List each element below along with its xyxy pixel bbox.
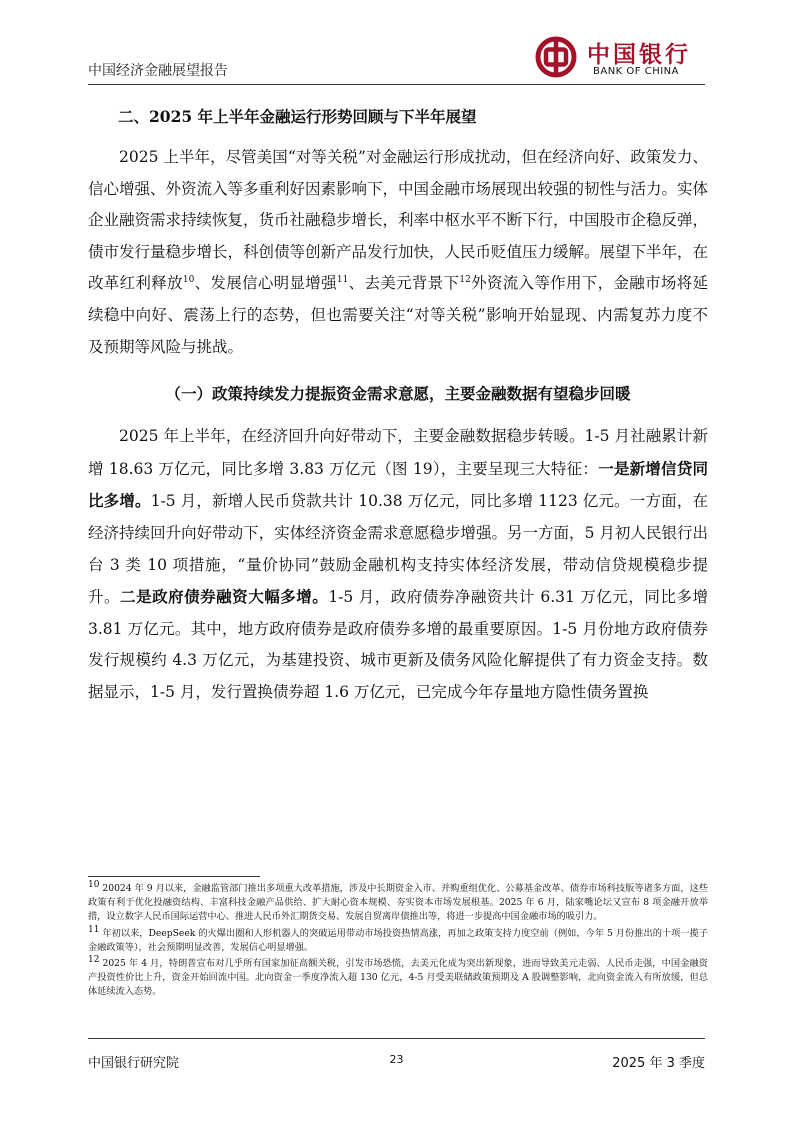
highlight-point-two: 二是政府债券融资大幅多增。	[120, 587, 329, 607]
footnote-number: 11	[88, 924, 100, 935]
para-text: 1-5 月，新增人民币贷款共计 10.38 万亿元，同比多增 1123 亿元。一方面，在经济持续回升向好带动下，实体经济资金需求意愿稳步增强。另一方面，5 月初人民银行出台 3 类 10 项措施，“量价协同”鼓励金融机构支持实体经济发展，带动信贷规模稳步提升。	[88, 492, 708, 607]
para-text: 、去美元背景下	[348, 274, 460, 293]
footnote-text: 年初以来，DeepSeek 的火爆出圈和人形机器人的突破运用带动市场投资热情高涨，再加之政策支持力度空前（例如，今年 5 月份推出的十项一揽子金融政策等），社会预期明显改善，发展信心明显增强。	[88, 927, 708, 953]
footnote-divider	[88, 876, 260, 877]
footnotes	[88, 879, 708, 1002]
logo-chinese-name: 中国银行	[587, 41, 691, 68]
report-title: 中国经济金融展望报告	[88, 63, 228, 79]
subsection-heading: （一）政策持续发力提振资金需求意愿，主要金融数据有望稳步回暖	[165, 384, 631, 404]
footnote-10	[88, 879, 708, 925]
footer-period: 2025 年 3 季度	[612, 1056, 705, 1071]
footnote-number: 12	[88, 954, 100, 965]
para-text: 、发展信心明显增强	[194, 274, 337, 293]
subsection-paragraph	[88, 421, 708, 708]
bank-logo	[535, 34, 705, 82]
footnote-ref-10[interactable]: 10	[182, 275, 195, 286]
highlight-point-one: 一是新增信贷同比多增。	[88, 458, 708, 511]
footnote-number: 10	[88, 879, 100, 890]
section-heading: 二、2025 年上半年金融运行形势回顾与下半年展望	[118, 107, 477, 126]
para-text: 1-5 月，政府债券净融资共计 6.31 万亿元，同比多增 3.81 万亿元。其中，地方政府债券是政府债券多增的最重要原因。1-5 月份地方政府债券发行规模约 4.3 万亿元，为基建投资、城市更新及债务风险化解提供了有力资金支持。数据显示，1-5 月，发行置换债券超 1.6 万亿元，已完成今年存量地方隐性债务置换	[88, 588, 708, 701]
boc-emblem-icon	[535, 36, 577, 78]
footnote-12	[88, 954, 708, 1000]
para-text: 2025 年上半年，在经济回升向好带动下，主要金融数据稳步转暖。1-5 月社融累计新增 18.63 万亿元，同比多增 3.83 万亿元（图 19），主要呈现三大特征：	[88, 427, 708, 478]
footnote-ref-11[interactable]: 11	[336, 275, 349, 286]
logo-english-name: BANK OF CHINA	[593, 66, 679, 77]
footer-institution: 中国银行研究院	[88, 1056, 180, 1071]
para-text: 2025 上半年，尽管美国“对等关税”对金融运行形成扰动，但在经济向好、政策发力、信心增强、外资流入等多重利好因素影响下，中国金融市场展现出较强的韧性与活力。实体企业融资需求持续恢复，货币社融稳步增长，利率中枢水平不断下行，中国股市企稳反弹，债市发行量稳步增长，科创债等创新产品发行加快，人民币贬值压力缓解。展望下半年，在改革红利释放	[88, 148, 709, 293]
main-content	[88, 100, 708, 709]
footer-divider	[88, 1038, 705, 1039]
header-divider	[88, 84, 705, 85]
footnote-11	[88, 924, 708, 955]
footnote-ref-12[interactable]: 12	[459, 275, 471, 286]
page-number: 23	[389, 1053, 404, 1066]
section-intro-paragraph	[88, 142, 708, 363]
footnote-text: 20024 年 9 月以来，金融监管部门推出多项重大改革措施，涉及中长期资金入市、并购重组优化、公募基金改革、债券市场科技版等诸多方面，这些政策有利于优化投融资结构、丰富科技金融产品供给、扩大耐心资本规模、夯实资本市场发展根基。2025 年 6 月，陆家嘴论坛又宣布 8 项金融开放举措，设立数字人民币国际运营中心、推进人民币外汇期货交易、发展自贸离岸债推出等，将进一步提高中国金融市场的吸引力。	[88, 883, 708, 923]
para-text: 外资流入等作用下，金融市场将延续稳中向好、震荡上行的态势，但也需要关注“对等关税”影响开始显现、内需复苏力度不及预期等风险与挑战。	[88, 274, 708, 356]
page-header	[88, 30, 705, 86]
footnote-text: 2025 年 4 月，特朗普宣布对几乎所有国家加征高额关税，引发市场恐慌，去美元化成为突出新现象，进而导致美元走弱、人民币走强，中国金融资产投资性价比上升，资金开始回流中国。北向资金一季度净流入超 130 亿元，4-5 月受美联储政策预期及 A 股调整影响，北向资金流入有所放缓，但总体延续流入态势。	[88, 958, 708, 998]
